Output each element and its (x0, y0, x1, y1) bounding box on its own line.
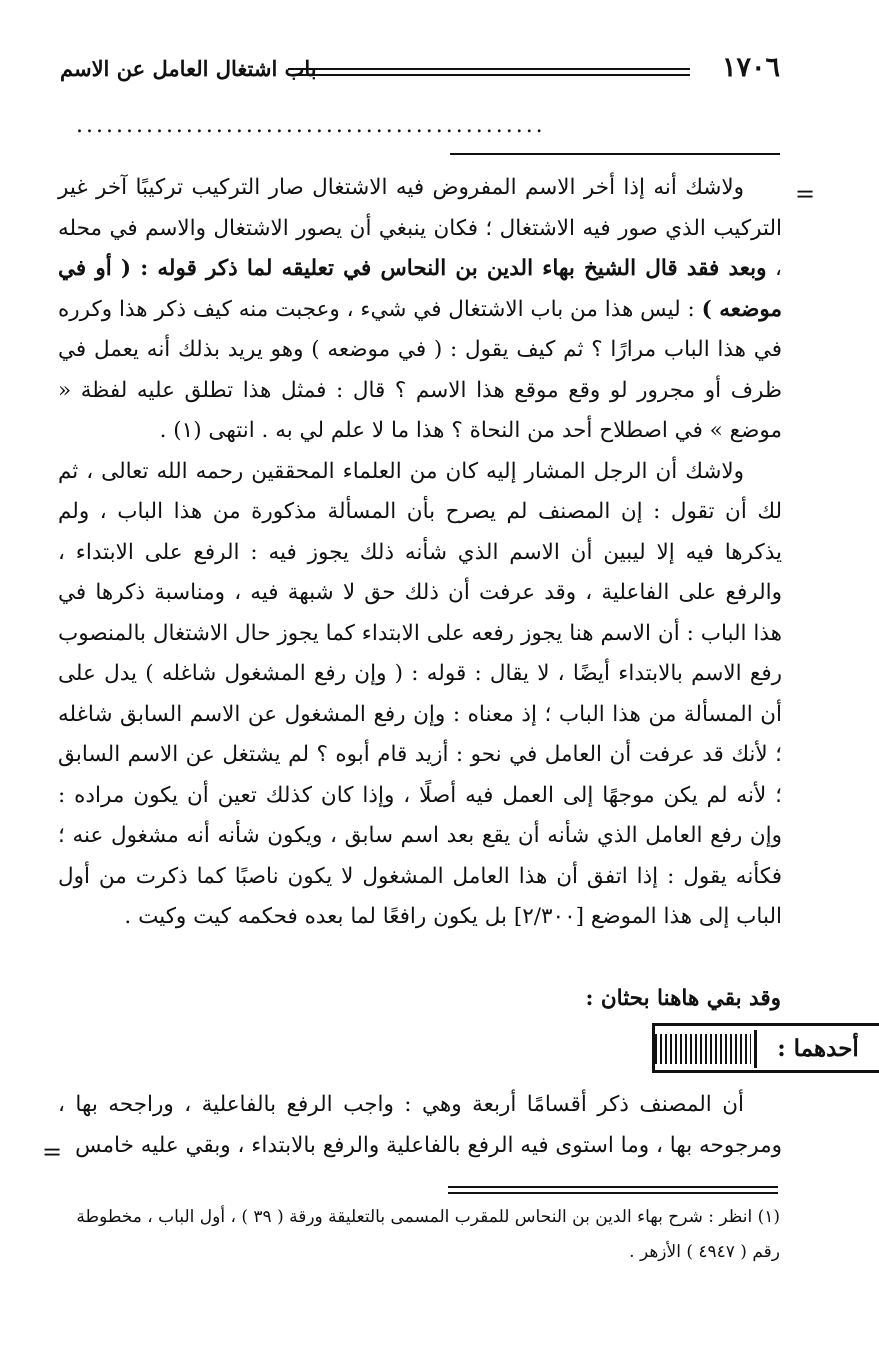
boxed-heading-label: أحدهما : (754, 1030, 879, 1068)
paragraph-1-part-a: ولاشك أنه إذا أخر الاسم المفروض فيه الاشتغال صار التركيب تركيبًا آخر غير التركيب الذي صور فيه الاشتغال ؛ فكان ينبغي أن يصور الاشتغال والاسم في محله ، (58, 175, 783, 281)
footnote (60, 1200, 780, 1270)
dotted-separator: ............................................... (76, 116, 546, 136)
paragraph-1-bold-quote: وبعد فقد قال الشيخ بهاء الدين بن النحاس في تعليقه لما ذكر قوله : ( أو في موضعه ) (58, 256, 783, 322)
paragraph-1-part-c: : ليس هذا من باب الاشتغال في شيء ، وعجبت منه كيف ذكر هذا وكرره في هذا الباب مرارًا ؟ ثم كيف يقول : ( في موضعه ) وهو يريد بذلك أنه يعمل في ظرف أو مجرور لو وقع موقع هذا الاسم ؟ قال : فمثل هذا تطلق عليه لفظة « موضع » في اصطلاح أحد من النحاة ؟ هذا ما لا علم لي به . انتهى (١) . (58, 296, 782, 443)
section-rule (450, 153, 780, 155)
footnote-line-2: رقم ( ٤٩٤٧ ) الأزهر . (629, 1242, 780, 1262)
continuation-mark-bottom: = (42, 1138, 63, 1166)
paragraph-1 (58, 168, 782, 452)
heading-bar-ornament (655, 1034, 751, 1064)
boxed-heading (652, 1023, 879, 1073)
heading-body-text (58, 1085, 782, 1166)
header-double-rule (288, 68, 690, 76)
page-number: ١٧٠٦ (721, 52, 780, 83)
paragraph-3: أن المصنف ذكر أقسامًا أربعة وهي : واجب الرفع بالفاعلية ، وراجحه بها ، ومرجوحه بها ، وما استوى فيه الرفع بالفاعلية والرفع بالابتداء ، وبقي عليه خامس (58, 1092, 782, 1158)
running-header (60, 52, 780, 86)
paragraph-2: ولاشك أن الرجل المشار إليه كان من العلماء المحققين رحمه الله تعالى ، ثم لك أن تقول : إن المصنف لم يصرح بأن المسألة مذكورة من هذا الباب ، ولم يذكرها فيه إلا ليبين أن الاسم الذي شأنه ذلك يجوز فيه : الرفع على الابتداء ، والرفع على الفاعلية ، وقد عرفت أن ذلك حق لا شبهة فيه ، ومناسبة ذكرها في هذا الباب : أن الاسم هنا يجوز رفعه على الابتداء كما يجوز حال الاشتغال بالمنصوب رفع الاسم بالابتداء أيضًا ، لا يقال : قوله : ( وإن رفع المشغول شاغله ) يدل على أن المسألة من هذا الباب ؛ إذ معناه : وإن رفع المشغول عن الاسم السابق شاغله ؛ لأنك قد عرفت أن العامل في نحو : أزيد قام أبوه ؟ لم يشتغل عن الاسم السابق ؛ لأنه لم يكن موجهًا إلى العمل فيه أصلًا ، وإذا كان كذلك تعين أن يكون مراده : وإن رفع العامل الذي شأنه أن يقع بعد اسم سابق ، ويكون شأنه أنه مشغول عنه ؛ فكأنه يقول : إذا اتفق أن هذا العامل المشغول لا يكون ناصبًا كما ذكرت من أول الباب إلى هذا الموضع [٢/٣٠٠] بل يكون رافعًا لما بعده فحكمه كيت وكيت . (58, 458, 782, 929)
continuation-mark-top: = (795, 180, 816, 208)
chapter-title: باب اشتغال العامل عن الاسم (60, 56, 317, 81)
sub-heading: وقد بقي هاهنا بحثان : (585, 986, 781, 1011)
footnote-double-rule (448, 1186, 778, 1194)
main-text (58, 168, 782, 938)
footnote-line-1: (١) انظر : شرح بهاء الدين بن النحاس للمقرب المسمى بالتعليقة ورقة ( ٣٩ ) ، أول الباب ، مخطوطة (76, 1207, 780, 1227)
